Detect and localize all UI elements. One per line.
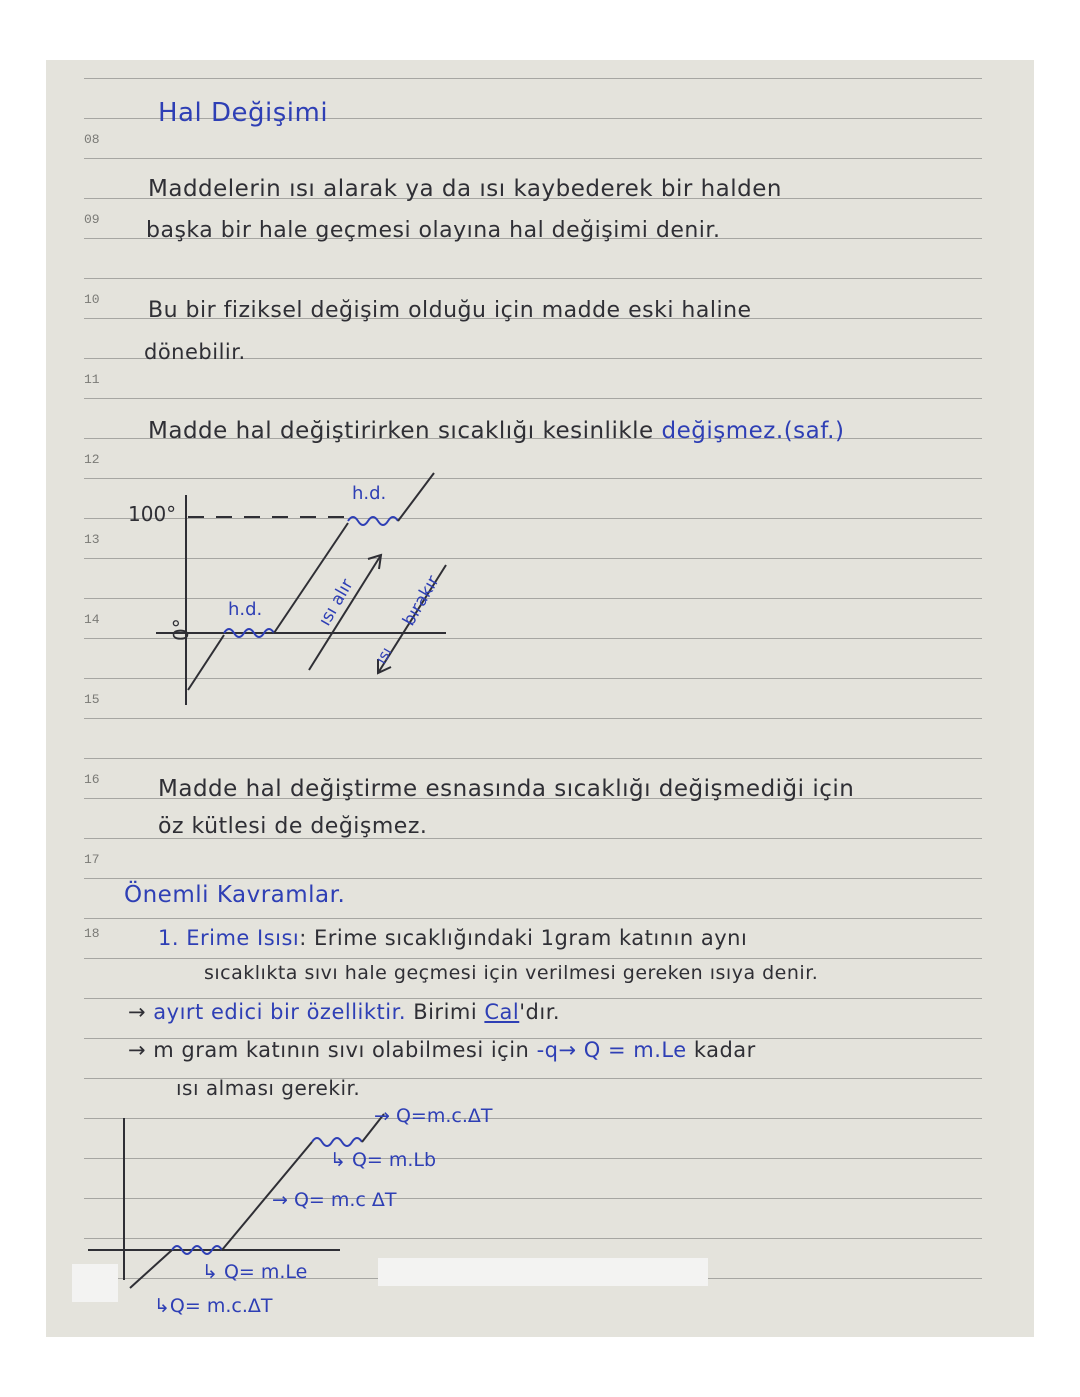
line-number: 18 bbox=[84, 926, 100, 941]
line-number: 09 bbox=[84, 212, 100, 227]
page-title: Hal Değişimi bbox=[158, 98, 329, 128]
paragraph-3 bbox=[148, 418, 844, 444]
line-number: 10 bbox=[84, 292, 100, 307]
ruled-line bbox=[84, 718, 982, 719]
label-isi-birakir: bırakır bbox=[399, 572, 444, 630]
redaction-patch bbox=[378, 1258, 708, 1286]
curve-rise-3 bbox=[398, 473, 434, 521]
ruled-line bbox=[84, 158, 982, 159]
paragraph-3-text: Madde hal değiştirirken sıcaklığı kesinlikle bbox=[148, 418, 654, 444]
formula-boiling: ↳ Q= m.Lb bbox=[330, 1149, 437, 1171]
bullet-2-heat-arrow: -q→ bbox=[536, 1038, 577, 1062]
bullet-1 bbox=[128, 1000, 560, 1024]
label-isi: ısı bbox=[371, 644, 396, 667]
erime-isisi-definition: Erime sıcaklığındaki 1gram katının aynı bbox=[314, 926, 748, 950]
ruled-line bbox=[84, 398, 982, 399]
bullet-2-formula: Q = m.Le bbox=[583, 1038, 687, 1062]
paragraph-4-line-1: Madde hal değiştirme esnasında sıcaklığı değişmediği için bbox=[158, 776, 855, 802]
curve-rise-1 bbox=[188, 635, 224, 690]
erime-isisi-heading: 1. Erime Isısı bbox=[158, 926, 300, 950]
line-number: 14 bbox=[84, 612, 100, 627]
formula-gas: → Q=m.c.ΔT bbox=[374, 1105, 493, 1127]
bullet-1-suffix: 'dır. bbox=[519, 1000, 561, 1024]
label-0-degrees: 0° bbox=[169, 618, 193, 641]
notebook-page bbox=[46, 60, 1034, 1337]
redaction-patch bbox=[72, 1264, 118, 1302]
erime-isisi-colon: : bbox=[299, 926, 307, 950]
boiling-plateau-wave bbox=[348, 517, 398, 525]
ruled-line bbox=[84, 278, 982, 279]
erime-isisi-line-1 bbox=[158, 926, 747, 950]
ruled-line bbox=[84, 918, 982, 919]
ruled-line bbox=[84, 998, 982, 999]
label-hd-top: h.d. bbox=[352, 483, 387, 504]
bullet-1-emphasis: ayırt edici bir özelliktir. bbox=[153, 1000, 406, 1024]
arrow-icon: → bbox=[128, 1038, 147, 1062]
label-isi-alir: ısı alır bbox=[315, 575, 358, 630]
line-number: 17 bbox=[84, 852, 100, 867]
line-number: 13 bbox=[84, 532, 100, 547]
label-100-degrees: 100° bbox=[128, 502, 177, 526]
paragraph-2-line-2: dönebilir. bbox=[144, 340, 246, 364]
line-number: 15 bbox=[84, 692, 100, 707]
ruled-line bbox=[84, 78, 982, 79]
paragraph-2-line-1: Bu bir fiziksel değişim olduğu için madde eski haline bbox=[148, 298, 752, 323]
paragraph-4-line-2: öz kütlesi de değişmez. bbox=[158, 814, 428, 839]
line-number: 11 bbox=[84, 372, 100, 387]
formula-melting: ↳ Q= m.Le bbox=[202, 1261, 308, 1283]
formula-solid: ↳Q= m.c.ΔT bbox=[154, 1295, 273, 1317]
line-number: 08 bbox=[84, 132, 100, 147]
bullet-2-end: kadar bbox=[693, 1038, 756, 1062]
label-hd-bottom: h.d. bbox=[228, 599, 263, 620]
section-title-important-concepts: Önemli Kavramlar. bbox=[124, 882, 346, 908]
bullet-2-text: m gram katının sıvı olabilmesi için bbox=[153, 1038, 530, 1062]
bullet-2-line-2: ısı alması gerekir. bbox=[176, 1076, 361, 1100]
heating-curve-formulas-diagram bbox=[82, 1100, 532, 1335]
paragraph-3-note: (saf.) bbox=[783, 418, 845, 444]
line-number: 12 bbox=[84, 452, 100, 467]
bullet-1-text: Birimi bbox=[413, 1000, 478, 1024]
ruled-line bbox=[84, 758, 982, 759]
curve-solid-segment bbox=[130, 1250, 172, 1288]
boiling-plateau-wave bbox=[312, 1138, 362, 1146]
bullet-1-unit: Cal bbox=[484, 1000, 520, 1024]
paragraph-3-emphasis: değişmez. bbox=[661, 418, 784, 444]
paragraph-1-line-1: Maddelerin ısı alarak ya da ısı kaybederek bir halden bbox=[148, 176, 782, 202]
formula-liquid: → Q= m.c ΔT bbox=[272, 1189, 397, 1211]
ruled-line bbox=[84, 878, 982, 879]
heating-curve-diagram bbox=[116, 465, 536, 715]
line-number: 16 bbox=[84, 772, 100, 787]
ruled-line bbox=[84, 958, 982, 959]
arrow-icon: → bbox=[128, 1000, 147, 1024]
bullet-2 bbox=[128, 1038, 756, 1062]
erime-isisi-line-2: sıcaklıkta sıvı hale geçmesi için verilmesi gereken ısıya denir. bbox=[204, 962, 819, 984]
paragraph-1-line-2: başka bir hale geçmesi olayına hal değişimi denir. bbox=[146, 218, 721, 243]
